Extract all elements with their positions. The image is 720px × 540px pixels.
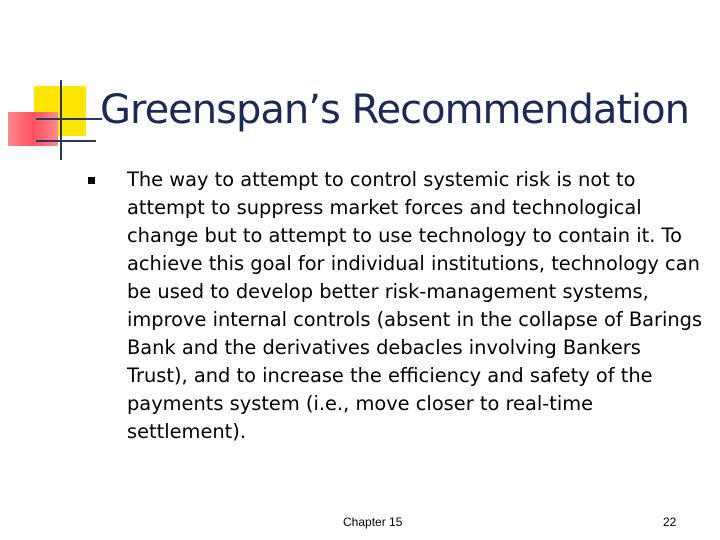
footer-page-number: 22 [663, 515, 677, 529]
square-bullet-icon [88, 177, 95, 184]
logo-horizontal-line-lower [36, 140, 96, 142]
bullet-text: The way to attempt to control systemic risk is not to attempt to suppress market forces and technological change but to attempt to use technology to contain it. To achieve this goal for individual institutions, technology can be used to develop better risk-management systems, improve internal controls (absent in the collapse of Barings Bank and the derivatives debacles involving Bankers Trust), and to increase the efficiency and safety of the payments system (i.e., move closer to real-time settlement). [127, 168, 703, 443]
template-logo-icon [0, 0, 110, 170]
footer-chapter: Chapter 15 [343, 515, 403, 529]
logo-vertical-line [60, 80, 62, 160]
logo-horizontal-line [36, 118, 102, 120]
slide-title: Greenspan’s Recommendation [100, 87, 689, 133]
